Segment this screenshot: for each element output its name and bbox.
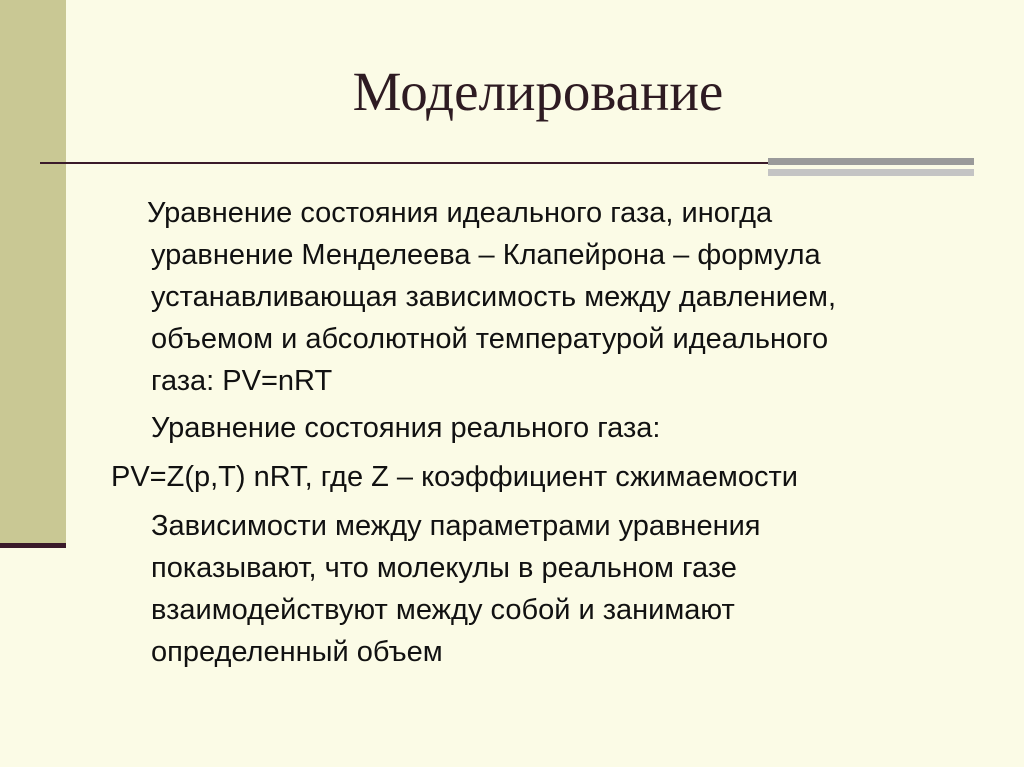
paragraph-3-line-3: взаимодействуют между собой и занимают	[151, 594, 735, 626]
paragraph-1-line-1: Уравнение состояния идеального газа, иногда	[147, 197, 773, 229]
paragraph-3-line-2: показывают, что молекулы в реальном газе	[151, 552, 737, 584]
slide-title: Моделирование	[352, 61, 724, 122]
paragraph-3-line-1: Зависимости между параметрами уравнения	[151, 510, 761, 542]
paragraph-2: Уравнение состояния реального газа:	[151, 412, 661, 444]
paragraph-1-line-2: уравнение Менделеева – Клапейрона – формула	[151, 239, 821, 271]
paragraph-3-line-4: определенный объем	[151, 636, 443, 668]
paragraph-1-line-4: объемом и абсолютной температурой идеального	[151, 323, 829, 355]
paragraph-1-line-5: газа: PV=nRT	[151, 365, 333, 397]
paragraph-1-line-3: устанавливающая зависимость между давлением,	[151, 281, 837, 313]
formula-line: PV=Z(p,T) nRT, где Z – коэффициент сжимаемости	[111, 461, 798, 493]
